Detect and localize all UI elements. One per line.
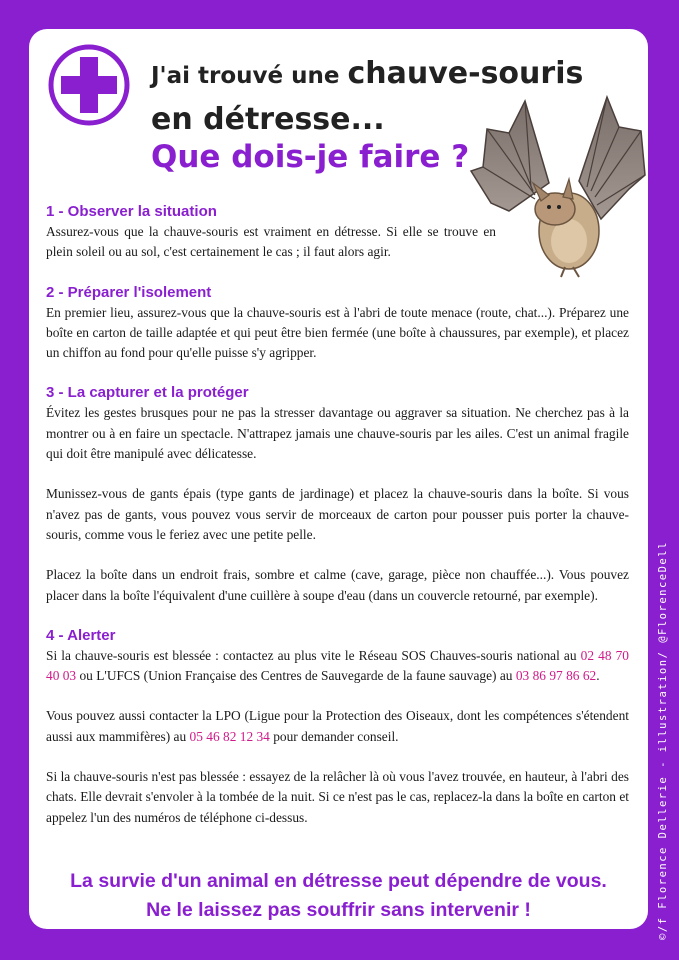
section-text-prepare: En premier lieu, assurez-vous que la chauve-souris est à l'abri de toute menace (route, chat...). Préparez une boîte en carton de taille adaptée et qui peut être bien fermée (une boîte à chaussures, par exemple), et placez un chiffon au fond pour qu'elle puisse s'y agripper.	[46, 304, 629, 361]
medical-cross-icon	[47, 43, 131, 127]
footer-line-2: Ne le laissez pas souffrir sans intervenir !	[146, 899, 531, 921]
section-heading-alert: 4 - Alerter	[46, 626, 116, 644]
alert-text: Vous pouvez aussi contacter la LPO (Ligue pour la Protection des Oiseaux, dont les compétences s'étendent aussi aux mammifères) au	[46, 708, 629, 744]
section-text-alert-2	[46, 706, 629, 747]
illustration-credit: ©/f Florence Dellerie - illustration/ @FlorenceDell	[657, 541, 669, 940]
section-text-capture-2: Munissez-vous de gants épais (type gants de jardinage) et placez la chauve-souris dans la boîte. Si vous n'avez pas de gants, vous pouvez vous servir de morceaux de carton pour pousser puis porter la chauve-souris, comme vous le feriez avec une petite pelle.	[46, 486, 629, 542]
phone-lpo[interactable]: 05 46 82 12 34	[189, 728, 270, 744]
phone-sos-chauves-souris[interactable]: 02 48 70 40 03	[46, 647, 629, 684]
section-heading-observe: 1 - Observer la situation	[46, 203, 217, 220]
phone-ufcs[interactable]: 03 86 97 86 62	[515, 668, 597, 684]
alert-text: Si la chauve-souris est blessée : contactez au plus vite le Réseau SOS Chauves-souris national au	[46, 647, 581, 663]
poster-card	[29, 29, 648, 929]
alert-text: ou L'UFCS (Union Française des Centres de Sauvegarde de la faune sauvage) au	[76, 668, 516, 684]
footer-line-1: La survie d'un animal en détresse peut dépendre de vous.	[70, 870, 607, 892]
section-text-alert-3: Si la chauve-souris n'est pas blessée : essayez de la relâcher là où vous l'avez trouvée, en hauteur, à l'abri des chats. Elle devrait s'envoler à la tombée de la nuit. Si ce n'est pas le cas, replacez-la dans la boîte en carton et appelez l'un des numéros de téléphone ci-dessus.	[46, 769, 629, 825]
title-prefix: J'ai trouvé une	[151, 63, 348, 89]
section-text-alert-1	[46, 646, 629, 687]
title-line2: en détresse...	[151, 102, 385, 137]
alert-text: .	[596, 668, 600, 684]
alert-text: pour demander conseil.	[269, 728, 399, 744]
instructions	[46, 202, 629, 828]
section-text-capture-1: Évitez les gestes brusques pour ne pas la stresser davantage ou aggraver sa situation. Ne cherchez pas à la montrer ou à en faire un spectacle. N'attrapez jamais une chauve-souris par les ailes. C'est un animal fragile qui doit être manipulé avec délicatesse.	[46, 405, 629, 462]
section-heading-prepare: 2 - Préparer l'isolement	[46, 283, 212, 301]
footer-message	[29, 867, 648, 925]
page-subtitle: Que dois-je faire ?	[151, 139, 470, 175]
section-text-observe: Assurez-vous que la chauve-souris est vraiment en détresse. Si elle se trouve en plein soleil ou au sol, c'est certainement le cas ; il faut alors agir.	[46, 224, 496, 260]
section-text-capture-3: Placez la boîte dans un endroit frais, sombre et calme (cave, garage, pièce non chauffée...). Vous pouvez placer dans la boîte l'équivalent d'une cuillère à soupe d'eau (dans un couvercle retourné, par exemple).	[46, 567, 629, 603]
section-heading-capture: 3 - La capturer et la protéger	[46, 384, 249, 402]
title-strong: chauve-souris	[347, 56, 584, 91]
